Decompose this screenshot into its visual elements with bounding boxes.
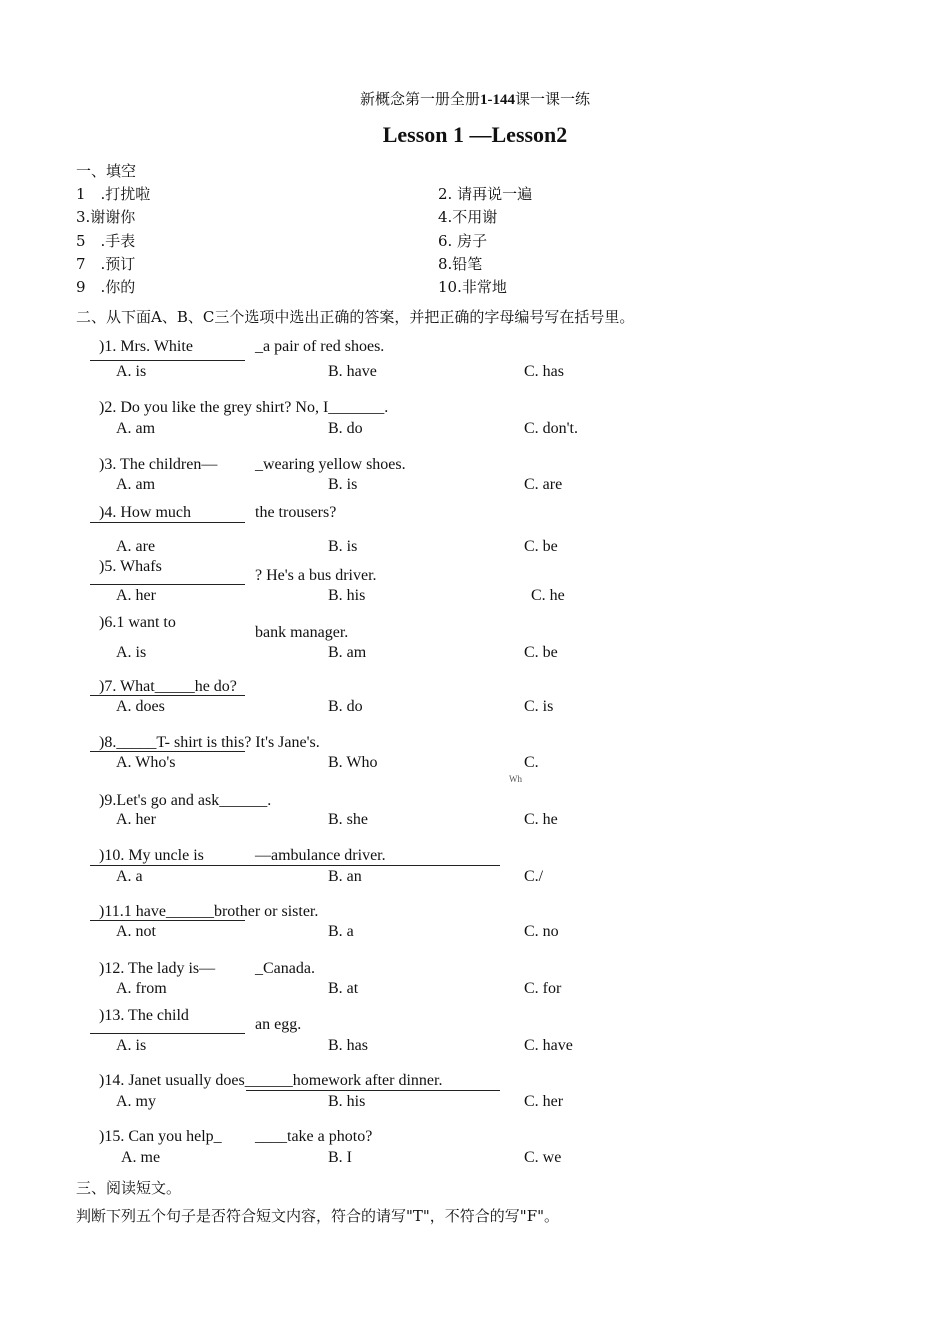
question-stem: )4. How much	[99, 504, 191, 521]
question-stem: )5. Whafs	[99, 558, 162, 575]
fill-item: 5 .手表	[76, 232, 136, 250]
question-stem: )6.1 want to	[99, 614, 176, 631]
option-a: A. am	[116, 476, 156, 493]
document-title: Lesson 1 —Lesson2	[382, 122, 568, 147]
fill-item: 4.不用谢	[438, 208, 498, 226]
question-stem: )14. Janet usually does______homework after dinner.	[99, 1072, 443, 1089]
option-c-cropped: Wh	[509, 774, 522, 784]
question-stem: )2. Do you like the grey shirt? No, I_______.	[99, 399, 389, 416]
fill-item: 10.非常地	[438, 278, 507, 296]
answer-underline	[246, 1090, 500, 1091]
option-c: C. her	[524, 1093, 564, 1110]
question-tail: ? He's a bus driver.	[255, 567, 377, 584]
subtitle-range: 1-144	[480, 92, 515, 108]
subtitle-suffix: 课一课一练	[515, 92, 591, 108]
option-c: C. for	[524, 980, 562, 997]
option-a: A. are	[116, 538, 156, 555]
option-c: C. be	[524, 538, 558, 555]
fill-item: 6. 房子	[438, 232, 488, 250]
option-c: C. have	[524, 1037, 573, 1054]
option-c: C.	[524, 754, 539, 771]
fill-item: 7 .预订	[76, 255, 136, 273]
option-c: C. has	[524, 363, 564, 380]
answer-underline	[90, 1033, 245, 1034]
option-a: A. a	[116, 868, 143, 885]
answer-underline	[90, 360, 245, 361]
question-tail: the trousers?	[255, 504, 337, 521]
option-b: B. has	[328, 1037, 368, 1054]
option-b: B. an	[328, 868, 362, 885]
question-stem: )1. Mrs. White	[99, 338, 193, 355]
question-stem: )7. What_____he do?	[99, 678, 237, 695]
option-a: A. not	[116, 923, 156, 940]
option-a: A. her	[116, 811, 156, 828]
option-c: C. is	[524, 698, 554, 715]
answer-underline	[90, 584, 245, 585]
option-c: C. don't.	[524, 420, 578, 437]
option-b: B. I	[328, 1149, 352, 1166]
option-b: B. Who	[328, 754, 378, 771]
question-tail: an egg.	[255, 1016, 302, 1033]
question-tail: _wearing yellow shoes.	[255, 456, 406, 473]
option-c: C. no	[524, 923, 559, 940]
document-subtitle	[0, 90, 950, 110]
question-stem: )12. The lady is—	[99, 960, 216, 977]
answer-underline	[90, 920, 245, 921]
option-a: A. me	[121, 1149, 161, 1166]
option-c: C. we	[524, 1149, 562, 1166]
fill-item: 2. 请再说一遍	[438, 185, 533, 203]
answer-underline	[90, 865, 500, 866]
option-b: B. she	[328, 811, 368, 828]
question-tail: _a pair of red shoes.	[255, 338, 385, 355]
question-stem: )3. The children—	[99, 456, 218, 473]
question-stem: )10. My uncle is	[99, 847, 204, 864]
option-a: A. from	[116, 980, 167, 997]
section3-heading: 三、阅读短文。	[76, 1179, 182, 1197]
question-stem: )13. The child	[99, 1007, 189, 1024]
option-c: C. be	[524, 644, 558, 661]
option-a: A. does	[116, 698, 165, 715]
section2-heading: 二、从下面A、B、C三个选项中选出正确的答案，并把正确的字母编号写在括号里。	[76, 308, 635, 326]
question-stem: )15. Can you help_	[99, 1128, 222, 1145]
option-c: C. he	[531, 587, 565, 604]
option-b: B. his	[328, 587, 366, 604]
option-b: B. is	[328, 538, 358, 555]
question-tail: bank manager.	[255, 624, 349, 641]
option-b: B. his	[328, 1093, 366, 1110]
answer-underline	[90, 695, 245, 696]
question-tail: _Canada.	[255, 960, 315, 977]
question-tail: ____take a photo?	[255, 1128, 373, 1145]
option-b: B. do	[328, 698, 363, 715]
option-a: A. her	[116, 587, 156, 604]
option-c: C. are	[524, 476, 563, 493]
option-b: B. at	[328, 980, 359, 997]
question-stem: )11.1 have______brother or sister.	[99, 903, 319, 920]
question-tail: —ambulance driver.	[255, 847, 386, 864]
option-a: A. my	[116, 1093, 156, 1110]
fill-item: 3.谢谢你	[76, 208, 136, 226]
option-a: A. am	[116, 420, 156, 437]
option-a: A. is	[116, 1037, 147, 1054]
answer-underline	[90, 751, 245, 752]
option-c: C./	[524, 868, 544, 885]
fill-item: 1 .打扰啦	[76, 185, 151, 203]
option-b: B. am	[328, 644, 367, 661]
option-b: B. is	[328, 476, 358, 493]
option-c: C. he	[524, 811, 558, 828]
option-b: B. have	[328, 363, 377, 380]
answer-underline	[90, 522, 245, 523]
option-a: A. is	[116, 363, 147, 380]
option-b: B. a	[328, 923, 354, 940]
option-a: A. is	[116, 644, 147, 661]
question-stem: )8._____T- shirt is this? It's Jane's.	[99, 734, 320, 751]
fill-item: 8.铅笔	[438, 255, 483, 273]
fill-item: 9 .你的	[76, 278, 136, 296]
option-b: B. do	[328, 420, 363, 437]
question-stem: )9.Let's go and ask______.	[99, 792, 272, 809]
option-a: A. Who's	[116, 754, 176, 771]
subtitle-prefix: 新概念第一册全册	[359, 92, 480, 108]
section3-instruction: 判断下列五个句子是否符合短文内容，符合的请写"T"，不符合的写"F"。	[76, 1207, 560, 1225]
section1-heading: 一、填空	[76, 162, 137, 180]
